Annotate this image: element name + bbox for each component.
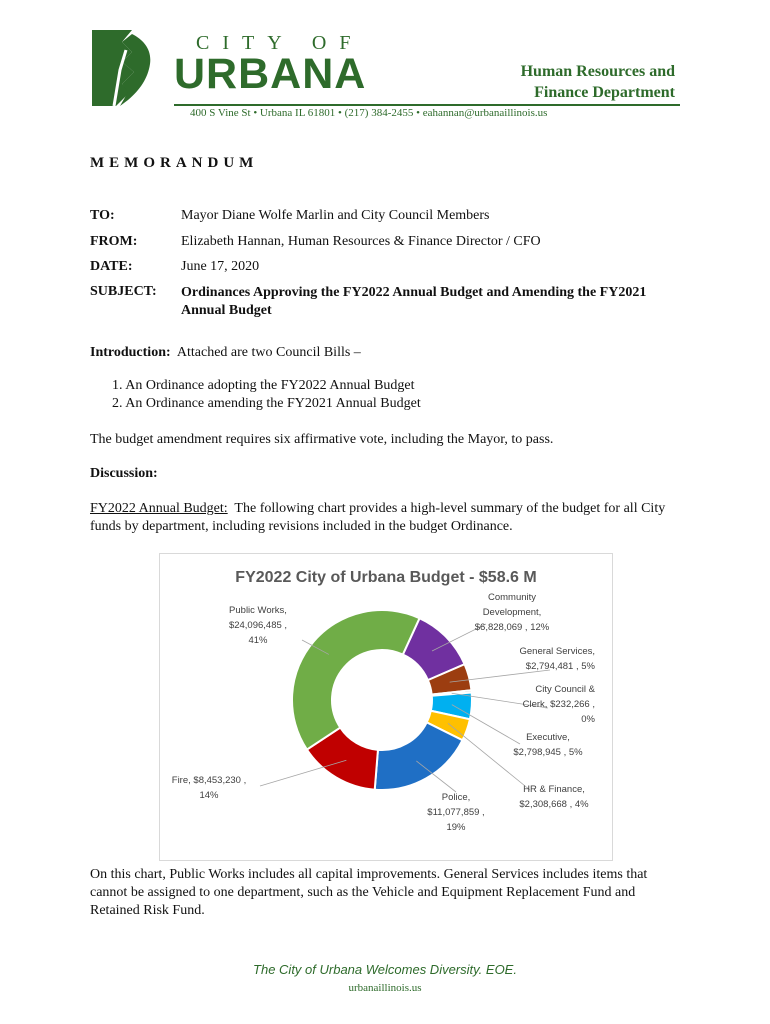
department-line-2: Finance Department <box>534 84 675 101</box>
department-line-1: Human Resources and <box>520 63 675 80</box>
data-label-fire: Fire, $8,453,230 , 14% <box>171 775 247 801</box>
from-label: FROM: <box>90 234 138 249</box>
data-label-police: Police, $11,077,859 , 19% <box>427 792 485 833</box>
subject-label: SUBJECT: <box>90 284 157 299</box>
memo-title: MEMORANDUM <box>90 155 259 171</box>
data-label-hr-finance: HR & Finance, $2,308,668 , 4% <box>519 784 589 810</box>
introduction-label: Introduction: <box>90 345 171 360</box>
date-label: DATE: <box>90 259 133 274</box>
discussion-heading: Discussion: <box>90 466 158 481</box>
to-value: Mayor Diane Wolfe Marlin and City Council Members <box>181 208 490 223</box>
list-item: 2. An Ordinance amending the FY2021 Annual Budget <box>112 396 421 411</box>
chart-note-paragraph: On this chart, Public Works includes all capital improvements. General Services includes items that cannot be assigned to one department, such as the Vehicle and Equipment Replacement Fund and Retained Risk Fund. <box>90 867 648 918</box>
data-label-city-council-clerk: City Council & Clerk, $232,266 , 0% <box>522 684 595 725</box>
fy2022-label: FY2022 Annual Budget: <box>90 501 228 516</box>
amendment-paragraph: The budget amendment requires six affirmative vote, including the Mayor, to pass. <box>90 432 554 447</box>
introduction-text: Attached are two Council Bills – <box>176 345 361 360</box>
from-value: Elizabeth Hannan, Human Resources & Finance Director / CFO <box>181 234 541 249</box>
data-label-executive: Executive, $2,798,945 , 5% <box>513 732 583 758</box>
data-label-general-services: General Services, $2,794,481 , 5% <box>519 646 595 672</box>
slice-public-works <box>292 610 420 750</box>
footer-website: urbanaillinois.us <box>348 982 422 994</box>
fy2022-text: The following chart provides a high-level summary of the budget for all City funds by department, including revisions included in the budget Ordinance. <box>90 501 666 534</box>
logo-urbana: URBANA <box>174 50 367 98</box>
footer-tagline: The City of Urbana Welcomes Diversity. EOE. <box>253 962 517 977</box>
data-label-public-works: Public Works, $24,096,485 , 41% <box>228 605 288 646</box>
budget-doughnut-chart <box>160 554 612 860</box>
department-name <box>521 61 675 103</box>
fy2022-paragraph <box>90 500 680 536</box>
chart-title: FY2022 City of Urbana Budget - $58.6 M <box>235 569 537 586</box>
leaf-logo-icon <box>92 30 154 106</box>
to-label: TO: <box>90 208 115 223</box>
logo-city-of: CITY OF <box>196 32 364 54</box>
header-divider <box>174 104 680 106</box>
budget-chart <box>159 553 613 861</box>
list-item: 1. An Ordinance adopting the FY2022 Annual Budget <box>112 378 415 393</box>
introduction-paragraph <box>90 344 680 362</box>
date-value: June 17, 2020 <box>181 259 260 274</box>
address-line: 400 S Vine St • Urbana IL 61801 • (217) 384-2455 • eahannan@urbanaillinois.us <box>190 107 548 119</box>
data-label-community-development: Community Development, $6,828,069 , 12% <box>474 592 550 633</box>
subject-value: Ordinances Approving the FY2022 Annual Budget and Amending the FY2021 Annual Budget <box>181 285 647 318</box>
